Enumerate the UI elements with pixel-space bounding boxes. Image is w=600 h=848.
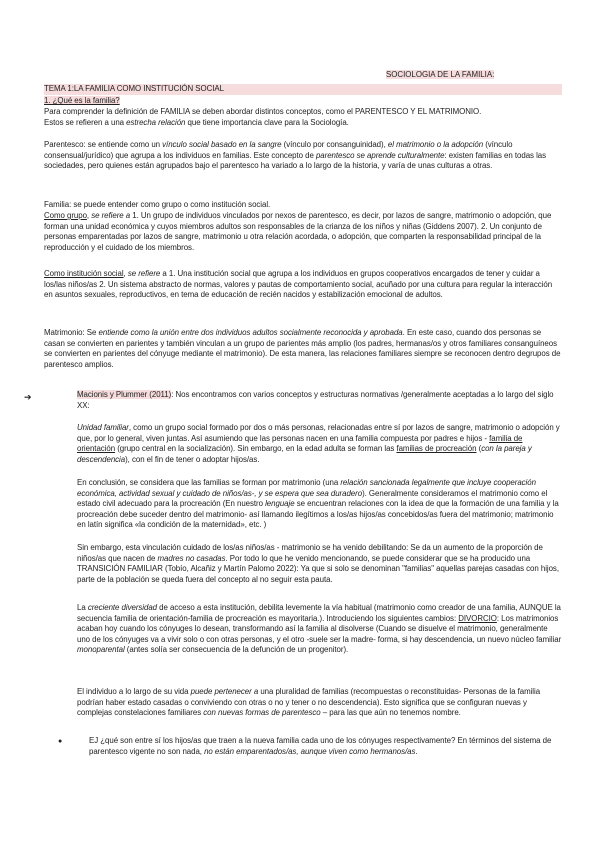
text-span: , como un grupo social formado por dos o más personas, relacionadas entre sí por lazos de sangre, matrimonio o adopción y que, por lo general, viven juntas. Así asumiendo que las personas nacen en una familia compuesta por padres e hijos -	[77, 423, 560, 443]
italic-span: parentesco se aprende culturalmente	[315, 150, 445, 160]
text-span: El individuo a lo largo de su vida	[77, 687, 191, 696]
intro-line-1: Para comprender la definición de FAMILIA se deben abordar distintos conceptos, como el PARENTESCO Y EL MATRIMONIO.	[44, 107, 482, 116]
matrimonio-paragraph	[44, 328, 562, 370]
text-span: : Nos encontramos con varios conceptos y estructuras normativas /generalmente aceptadas a lo largo del siglo XX:	[77, 390, 554, 410]
text-span: 1. Un grupo de individuos vinculados por nexos de parentesco, es decir, por lazos de sangre, matrimonio o adopción, que forman una unidad económica y cuyos miembros adultos son responsables de la crianza de los niños y niñas (Giddens 2007). 2. Un conjunto de personas emparentadas por lazos de sangre, matrimonio u otra relación acordada, o adopción, que comparten la responsabilidad principal de la reproducción y el cuidado de los miembros.	[44, 211, 552, 252]
text-span: Matrimonio: Se	[44, 328, 99, 337]
underlined-span: familia de orientación	[77, 433, 523, 454]
section-heading-text: 1. ¿Qué es la familia?	[44, 96, 120, 105]
intro-italic: estrecha relación	[126, 117, 186, 127]
text-span: EJ ¿qué son entre sí los hijos/as que traen a la nueva familia cada uno de los cónyuges respectivamente? En términos del sistema de parentesco vigente no son nada,	[89, 736, 552, 756]
italic-span: monoparental	[77, 645, 125, 655]
text-span: . En este caso, cuando dos personas se casan se convierten en parientes y también vinculan a un grupo de parientes más amplio (los padres, hermanas/os y otros familiares consanguíneos se convierten en parientes del cónyuge mediante el matrimonio). De esta manera, las relaciones familiares siempre se reconocen dentro degrupos de parentesco amplios.	[44, 328, 561, 369]
text-span: de acceso a esta institución, debilita levemente la vía habitual (matrimonio como creador de una familia, AUNQUE la secuencia familia de orientación-familia de procreación es mayoritaria.). Introduciendo los siguientes cambios:	[77, 603, 561, 623]
individuo-paragraph	[77, 687, 562, 719]
arrow-bullet-icon: ➔	[24, 392, 32, 402]
italic-span: vínculo social basado en la sangre	[162, 140, 282, 149]
diversidad-paragraph	[77, 603, 562, 656]
topic-title: TEMA 1:LA FAMILIA COMO INSTITUCIÓN SOCIAL	[44, 84, 562, 95]
familia-intro: Familia: se puede entender como grupo o como institución social.	[44, 200, 271, 209]
intro-text-end: que tiene importancia clave para la Sociología.	[185, 117, 349, 127]
underlined-span: DIVORCIO	[458, 613, 497, 623]
text-span: una pluralidad de familias (recompuestas o reconstituidas- Personas de la familia podrían haber estado casadas o conviviendo con otras o no y tener o no descendencia). Esto significa que se configuran nuevas y complejas constelaciones familiares	[77, 687, 541, 718]
italic-span: Unidad familiar	[77, 423, 129, 432]
intro-text: Estos se refieren a una	[44, 117, 127, 127]
text-span: a 1. Una institución social que agrupa a los individuos en grupos cooperativos encargados de tener y cuidar a los/las niños/as 2. Un sistema abstracto de normas, valores y pautas de comportamiento social, acuñado por una cultura para regular la interacción en asuntos sexuales, reproductivos, en tema de educación de recién nacidos y estabilización emocional de adultos.	[44, 269, 553, 300]
text-span: En conclusión, se considera que las familias se forman por matrimonio (una	[77, 478, 341, 487]
italic-span: madres no casadas	[157, 553, 226, 563]
conclusion-paragraph	[77, 478, 562, 531]
italic-span: lenguaje	[265, 499, 295, 509]
unidad-familiar-paragraph	[77, 423, 562, 465]
italic-span: con nuevas formas de parentesco	[203, 708, 321, 718]
parentesco-paragraph	[44, 140, 562, 172]
text-span: .	[415, 746, 418, 756]
vinculacion-paragraph	[77, 543, 562, 585]
text-span: Sin embargo, esta vinculación cuidado de los/as niños/as - matrimonio se ha venido debilitando: Se da un aumento de la proporción de niños/as que nacen de	[77, 543, 543, 563]
text-span: . Por todo lo que he venido mencionando, se puede considerar que se ha producido una TRANSICIÓN FAMILIAR (Tobío, Alcañiz y Martín Palomo 2022): Ya que si solo se denominan "familias" aquellas parejas casadas con hijos, parte de la población se queda fuera del concepto al no seguir esta pauta.	[77, 553, 559, 584]
macionis-paragraph	[77, 390, 562, 411]
text-span: : existen familias en todas las sociedades, pero quienes están agrupados bajo el parentesco ha variado a lo largo de la historia, y varía de unas culturas a otras.	[44, 150, 547, 171]
text-span: ,	[86, 211, 92, 220]
familia-grupo-paragraph	[44, 211, 562, 253]
text-span: Parentesco: se entiende como un	[44, 140, 163, 149]
text-span: ). Generalmente consideramos el matrimonio como el estado civil adecuado para la procreación (En nuestro	[77, 488, 548, 509]
text-span: (antes solía ser consecuencia de la defunción de un progenitor).	[124, 645, 349, 655]
section-heading	[44, 96, 562, 107]
italic-span: se refiere a	[91, 211, 131, 220]
text-span: – para las que aún no tenemos nombre.	[320, 708, 461, 718]
course-header: SOCIOLOGIA DE LA FAMILIA:	[386, 70, 495, 79]
familia-institucion-paragraph	[44, 269, 562, 301]
bullet-dot-icon: ●	[58, 738, 63, 745]
text-span: (grupo central en la socialización). Sin embargo, en la edad adulta se forman las	[115, 444, 397, 454]
underlined-span: familias de procreación	[396, 444, 477, 454]
text-span: se encuentran relaciones con la idea de que la formación de una familia y la procreación debe suceder dentro del matrimonio- así llamando ilegítimos a los/as hijos/as concebidos/as fuera del matrimonio; matrimonio en latín significa «la condición de la maternidad», etc. )	[77, 499, 559, 530]
text-span: : Los matrimonios acaban hoy cuando los cónyuges lo desean, transformando así la familia al disolverse (Cuando se disuelve el matrimonio, generalmente uno de los cónyuges va a vivir solo o con otras personas, y el otro -suele ser la madre- forma, si hay descendencia, un nuevo núcleo familiar	[77, 613, 562, 644]
intro-paragraph	[44, 107, 562, 128]
italic-span: entiende como la unión entre dos individuos adultos socialmente reconocida y aprobada	[98, 328, 403, 337]
italic-span: con la pareja y descendencia	[77, 444, 532, 464]
italic-span: el matrimonio o la adopción	[387, 140, 484, 149]
text-span: (vínculo consensual/jurídico) que agrupa a los individuos en familias. Este concepto de	[44, 140, 513, 160]
text-span: ), con el fin de tener o adoptar hijos/as.	[125, 454, 260, 464]
italic-span: no están emparentados/as, aunque viven como hermanos/as	[204, 746, 416, 756]
italic-span: relación sancionada legalmente que incluye cooperación económica, actividad sexual y cuidado de niños/as-, y se espera que sea duradero	[77, 478, 536, 498]
italic-span: se refiere	[127, 269, 161, 278]
label-underlined: Como institución social	[44, 269, 124, 278]
italic-span: creciente diversidad	[87, 603, 158, 612]
text-span: La	[77, 603, 88, 612]
text-span: (	[476, 444, 482, 454]
bullet-example	[89, 736, 562, 757]
text-span: (vínculo por consanguinidad),	[281, 140, 388, 149]
italic-span: puede pertenecer a	[190, 687, 259, 696]
text-span: ,	[123, 269, 128, 278]
macionis-citation: Macionis y Plummer (2011)	[77, 390, 172, 399]
label-underlined: Como grupo	[44, 211, 87, 220]
